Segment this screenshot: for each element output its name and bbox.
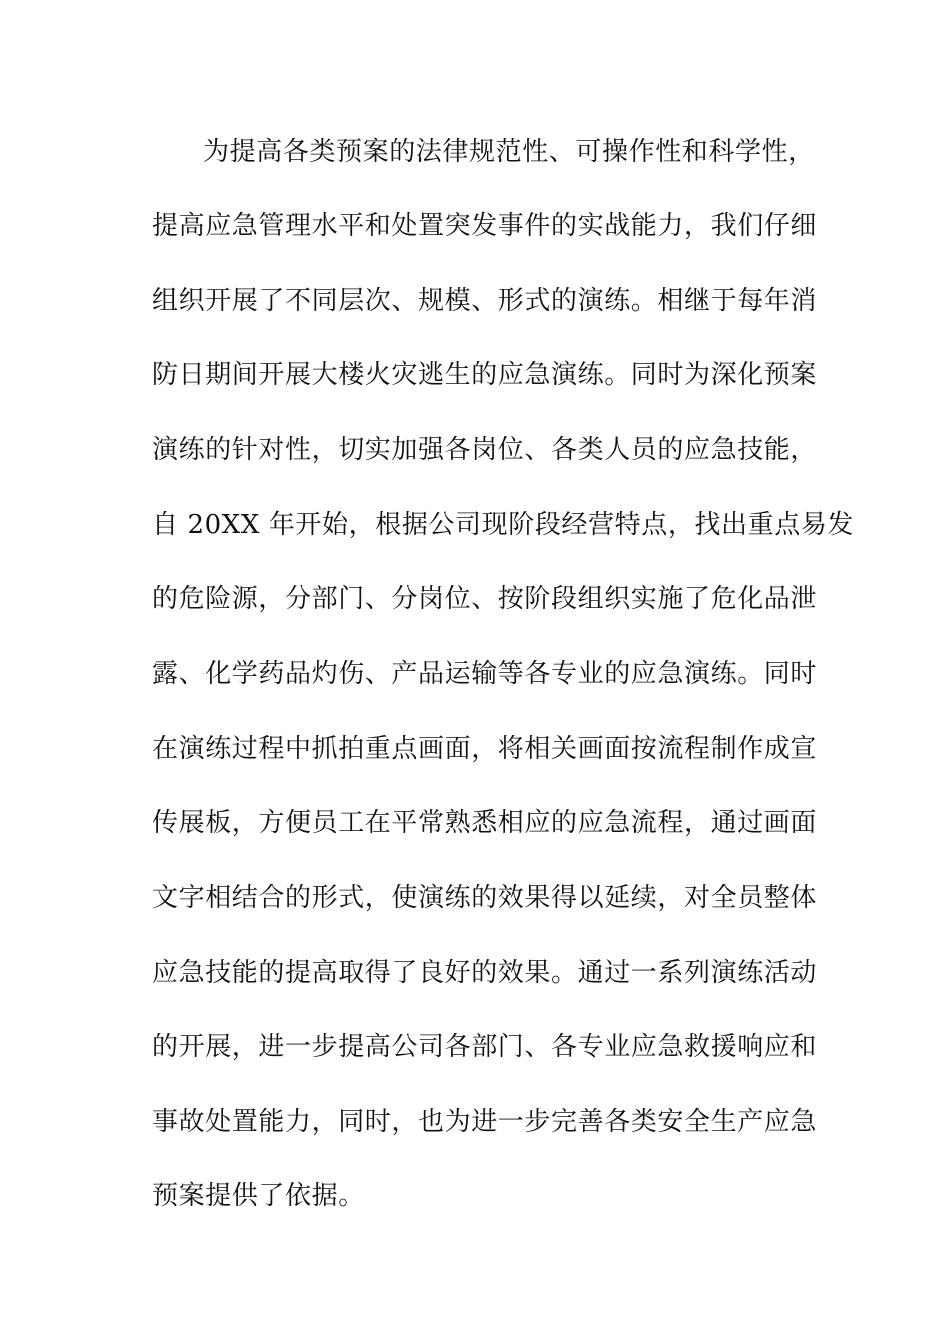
paragraph-line: 预案提供了依据。	[152, 1181, 365, 1211]
paragraph-line: 提高应急管理水平和处置突发事件的实战能力，我们仔细	[152, 211, 818, 241]
paragraph-line: 应急技能的提高取得了良好的效果。通过一系列演练活动	[152, 958, 818, 988]
paragraph-line: 演练的针对性，切实加强各岗位、各类人员的应急技能，	[152, 435, 818, 465]
paragraph-line: 文字相结合的形式，使演练的效果得以延续，对全员整体	[152, 883, 818, 913]
paragraph-line: 的危险源，分部门、分岗位、按阶段组织实施了危化品泄	[152, 584, 818, 614]
paragraph-line: 自 20XX 年开始，根据公司现阶段经营特点，找出重点易发	[152, 510, 855, 540]
paragraph-line: 的开展，进一步提高公司各部门、各专业应急救援响应和	[152, 1032, 818, 1062]
paragraph-line: 组织开展了不同层次、规模、形式的演练。相继于每年消	[152, 286, 818, 316]
paragraph-line: 事故处置能力，同时，也为进一步完善各类安全生产应急	[152, 1107, 818, 1137]
paragraph-line: 为提高各类预案的法律规范性、可操作性和科学性，	[203, 137, 815, 167]
paragraph-line: 露、化学药品灼伤、产品运输等各专业的应急演练。同时	[152, 659, 818, 689]
paragraph-line: 传展板，方便员工在平常熟悉相应的应急流程，通过画面	[152, 808, 818, 838]
paragraph-line: 防日期间开展大楼火灾逃生的应急演练。同时为深化预案	[152, 360, 818, 390]
paragraph-line: 在演练过程中抓拍重点画面，将相关画面按流程制作成宣	[152, 734, 818, 764]
